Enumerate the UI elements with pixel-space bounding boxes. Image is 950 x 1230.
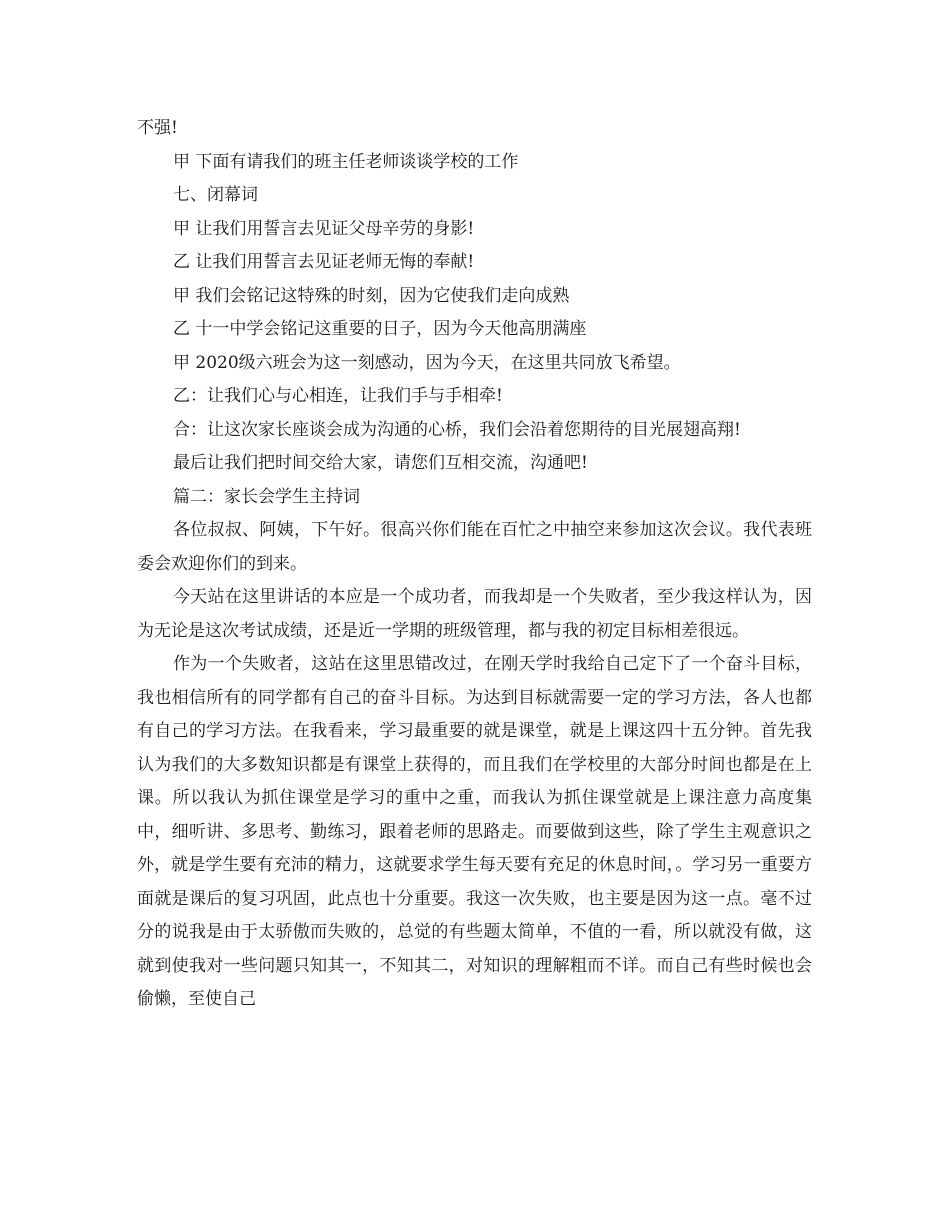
- section-heading: 七、闭幕词: [173, 185, 258, 205]
- script-line: 乙：让我们心与心相连，让我们手与手相牵!: [173, 386, 503, 406]
- body-paragraph: 各位叔叔、阿姨，下午好。很高兴你们能在百忙之中抽空来参加这次会议。我代表班委会欢迎你们的到来。: [137, 520, 812, 574]
- script-line: 乙 十一中学会铭记这重要的日子，因为今天他高朋满座: [173, 319, 587, 339]
- script-line: 乙 让我们用誓言去见证老师无悔的奉献!: [173, 252, 475, 272]
- text-line-continuation: 不强!: [137, 118, 178, 138]
- body-paragraph: 作为一个失败者，这站在这里思错改过，在刚天学时我给自己定下了一个奋斗目标，我也相信所有的同学都有自己的奋斗目标。为达到目标就需要一定的学习方法，各人也都有自己的学习方法。在我看来，学习最重要的就是课堂，就是上课这四十五分钟。首先我认为我们的大多数知识都是有课堂上获得的，而且我们在学校里的大部分时间也都是在上课。所以我认为抓住课堂是学习的重中之重，而我认为抓住课堂就是上课注意力高度集中，细听讲、多思考、勤练习，跟着老师的思路走。而要做到这些，除了学生主观意识之外，就是学生要有充沛的精力，这就要求学生每天要有充足的休息时间，。学习另一重要方面就是课后的复习巩固，此点也十分重要。我这一次失败，也主要是因为这一点。毫不过分的说我是由于太骄傲而失败的，总觉的有些题太简单，不值的一看，所以就没有做，这就到使我对一些问题只知其一，不知其二，对知识的理解粗而不详。而自己有些时候也会偷懒，至使自己: [137, 654, 812, 1009]
- script-line: 最后让我们把时间交给大家，请您们互相交流，沟通吧!: [173, 453, 588, 473]
- script-line: 甲 2020级六班会为这一刻感动，因为今天，在这里共同放飞希望。: [173, 352, 681, 373]
- document-body: [137, 112, 812, 1017]
- script-line: 甲 让我们用誓言去见证父母辛劳的身影!: [173, 218, 475, 239]
- script-line: 甲 我们会铭记这特殊的时刻，因为它使我们走向成熟: [173, 285, 570, 306]
- script-line: 合：让这次家长座谈会成为沟通的心桥，我们会沿着您期待的目光展翅高翔!: [173, 419, 741, 440]
- body-paragraph: 今天站在这里讲话的本应是一个成功者，而我却是一个失败者，至少我这样认为，因为无论是这次考试成绩，还是近一学期的班级管理，都与我的初定目标相差很远。: [137, 587, 812, 641]
- section-heading: 篇二：家长会学生主持词: [173, 486, 360, 507]
- script-line: 甲 下面有请我们的班主任老师谈谈学校的工作: [173, 151, 519, 172]
